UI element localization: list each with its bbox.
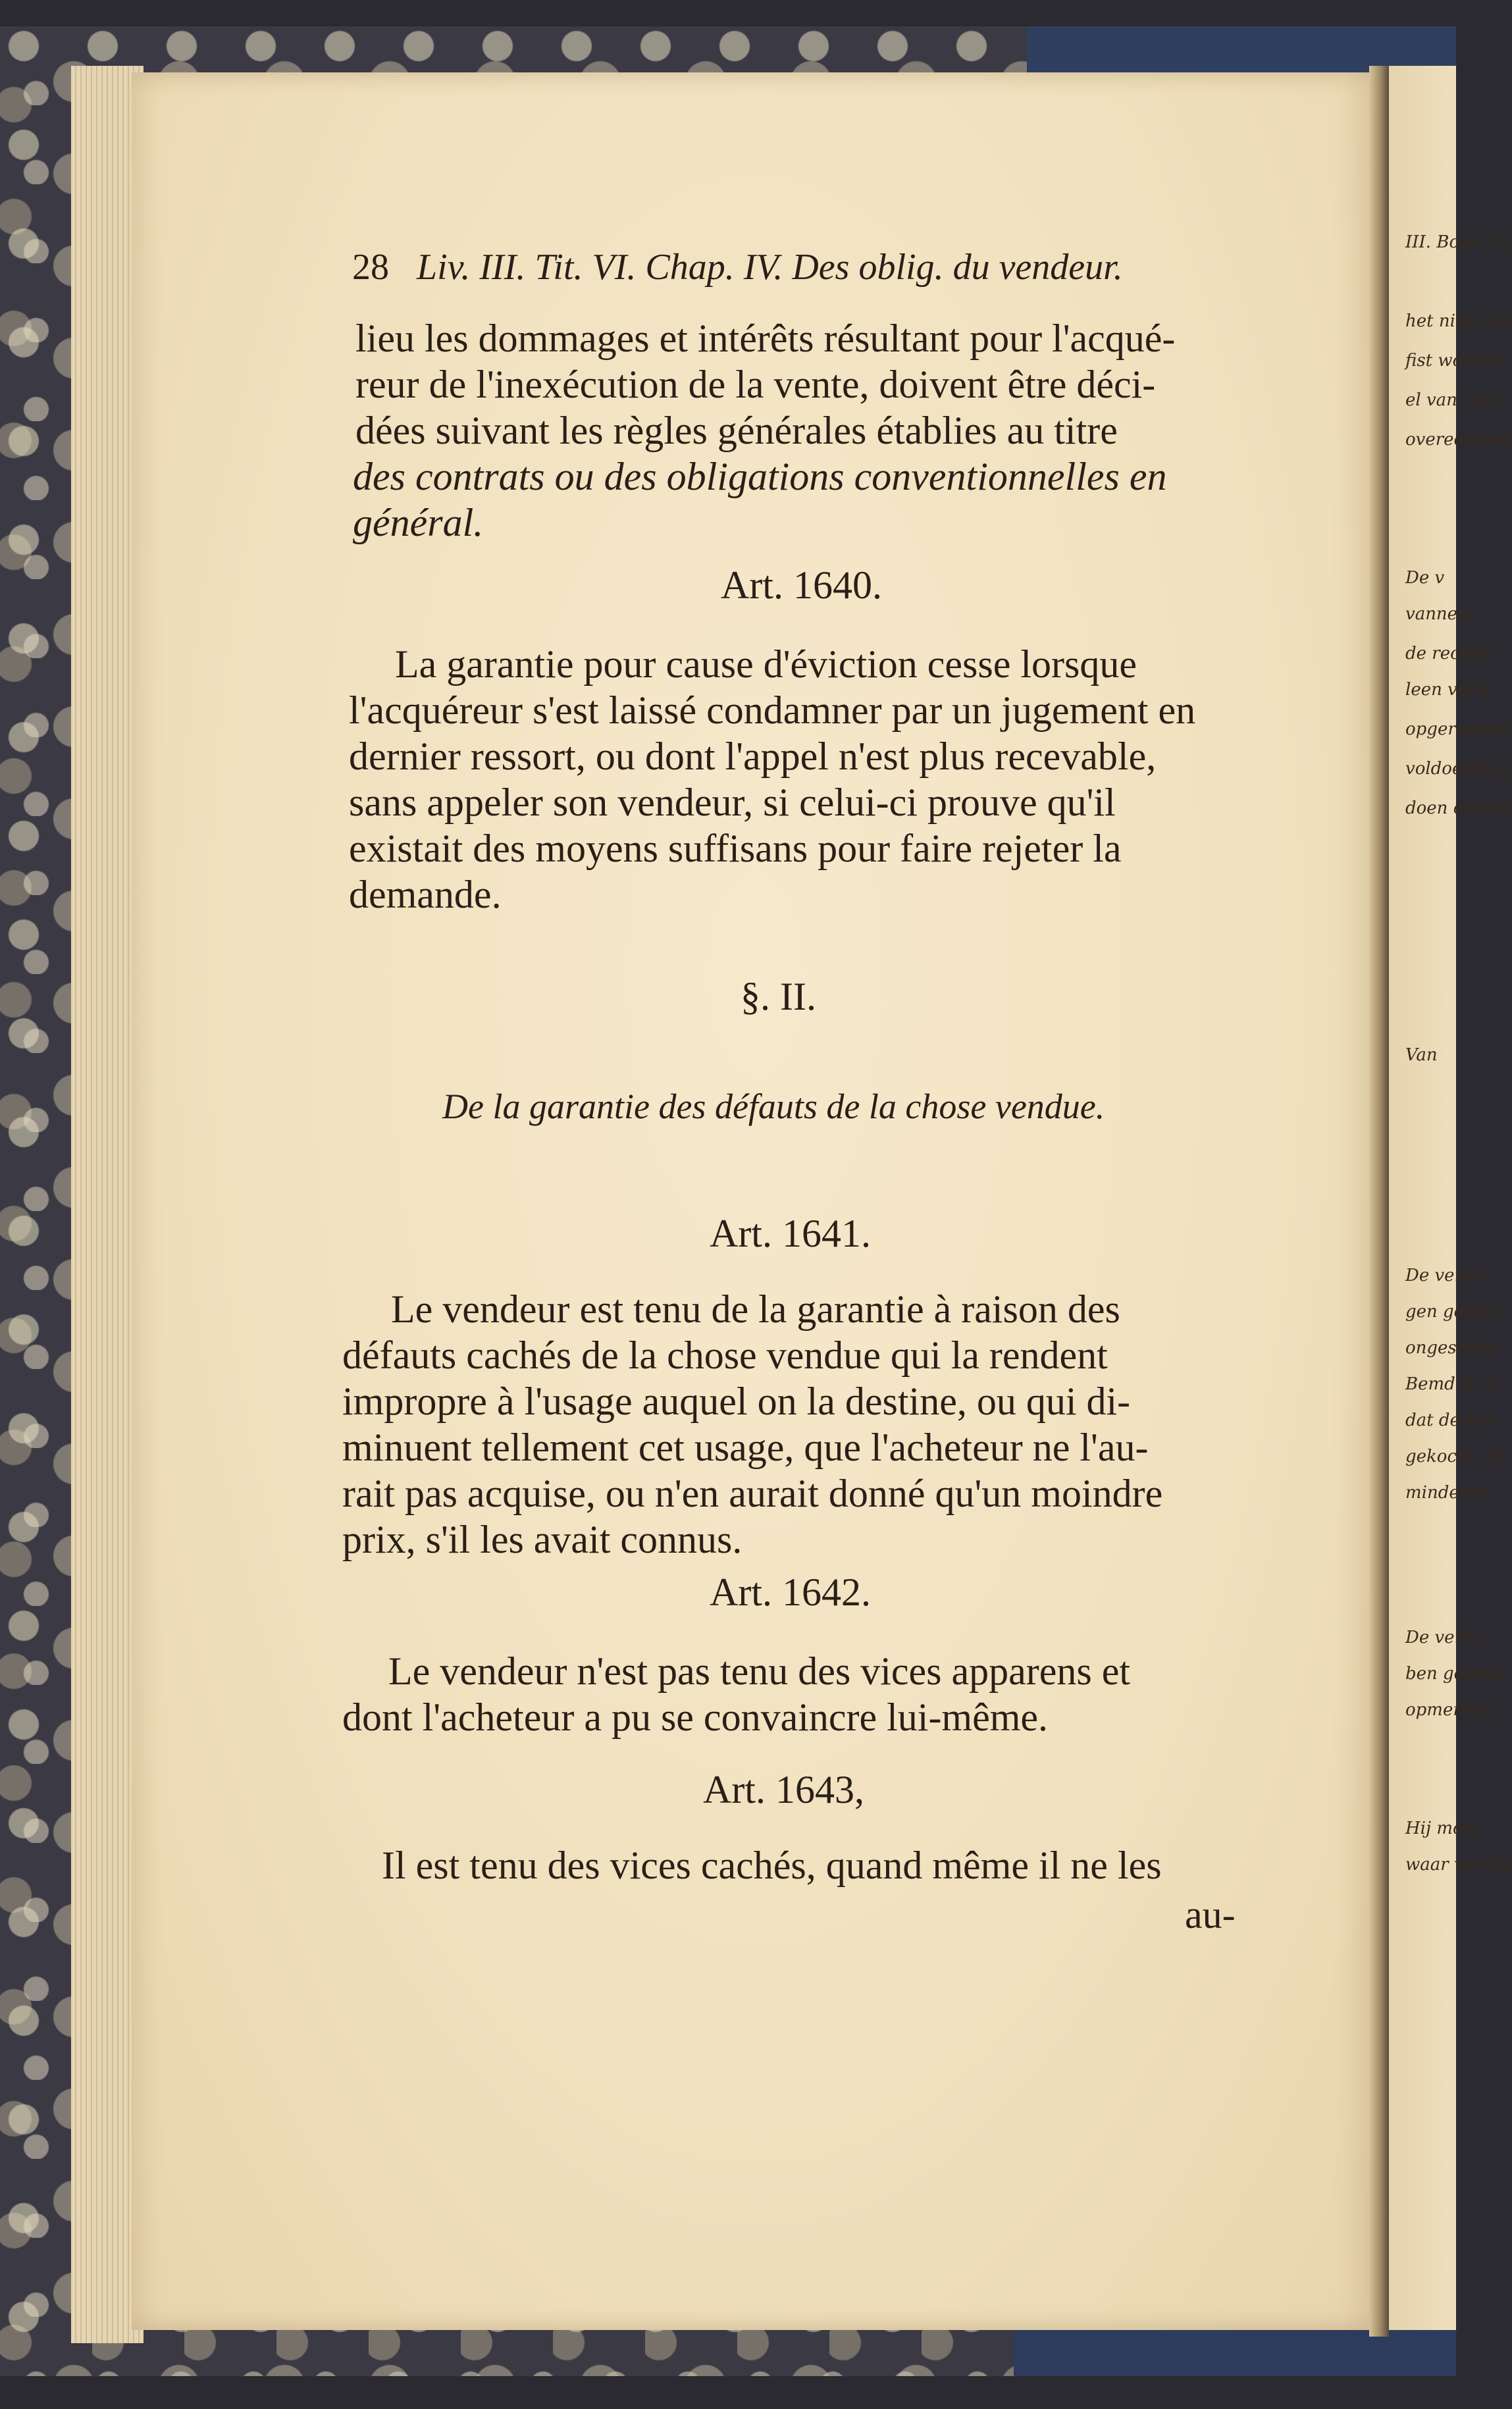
facing-line: de rechter xyxy=(1405,644,1496,663)
facing-line: dat de koo xyxy=(1405,1411,1497,1430)
text-line: La garantie pour cause d'éviction cesse lorsque xyxy=(395,642,1137,686)
page-gutter xyxy=(1369,66,1389,2337)
facing-line: III. Boek, VI xyxy=(1405,232,1510,252)
article-heading: Art. 1643, xyxy=(703,1768,864,1811)
facing-line: waar van hij xyxy=(1405,1855,1512,1875)
text-line: Il est tenu des vices cachés, quand même il ne les xyxy=(382,1844,1162,1887)
text-line: général. xyxy=(353,501,484,544)
facing-line: De verko xyxy=(1405,1628,1484,1647)
text-line: minuent tellement cet usage, que l'acheteur ne l'au- xyxy=(342,1426,1149,1469)
facing-line: Hij moet xyxy=(1405,1819,1480,1838)
running-head xyxy=(352,246,1123,288)
text-line: l'acquéreur s'est laissé condamner par un jugement en xyxy=(349,688,1196,732)
facing-line: het niet vols xyxy=(1405,311,1512,331)
cloth-spine-bottom xyxy=(1014,2330,1456,2376)
facing-line: voldoende g xyxy=(1405,759,1511,779)
facing-line: overeenkom xyxy=(1405,430,1512,450)
text-line: dées suivant les règles générales établies au titre xyxy=(355,409,1118,452)
text-line: existait des moyens suffisans pour faire rejeter la xyxy=(349,827,1122,870)
facing-line: opgeroepen xyxy=(1405,719,1509,739)
text-line: des contrats ou des obligations conventionnelles en xyxy=(353,455,1167,498)
facing-line: minderen xyxy=(1405,1483,1489,1503)
running-title: Liv. III. Tit. VI. Chap. IV. Des oblig. du vendeur. xyxy=(417,247,1123,288)
text-line: demande. xyxy=(349,873,502,916)
facing-line: De v xyxy=(1405,568,1445,588)
article-heading: Art. 1642. xyxy=(710,1570,871,1614)
text-line: impropre à l'usage auquel on la destine, ou qui di- xyxy=(342,1380,1131,1423)
text-line: reur de l'inexécution de la vente, doivent être déci- xyxy=(355,363,1156,406)
facing-line: ongeschikt xyxy=(1405,1338,1500,1358)
section-number: §. II. xyxy=(741,975,816,1018)
article-heading: Art. 1640. xyxy=(721,563,882,607)
section-title: De la garantie des défauts de la chose vendue. xyxy=(442,1087,1105,1126)
facing-line: gekocht, of xyxy=(1405,1447,1502,1466)
facing-line: opmerken. xyxy=(1405,1700,1498,1720)
facing-line: doen ontzeg xyxy=(1405,798,1512,818)
facing-line: Bemd is, o xyxy=(1405,1374,1496,1394)
text-line: défauts cachés de la chose vendue qui la rendent xyxy=(342,1334,1108,1377)
text-line: sans appeler son vendeur, si celui-ci prouve qu'il xyxy=(349,781,1116,824)
facing-line: De verko xyxy=(1405,1266,1484,1285)
text-line: Le vendeur n'est pas tenu des vices apparens et xyxy=(388,1649,1131,1693)
facing-line: leen verw xyxy=(1405,680,1490,700)
text-line: dernier ressort, ou dont l'appel n'est plus recevable, xyxy=(349,735,1157,778)
facing-line: el van cont xyxy=(1405,390,1501,410)
catchword: au- xyxy=(1185,1893,1236,1936)
facing-page-text xyxy=(1405,0,1512,2409)
facing-line: gen gebrel xyxy=(1405,1302,1499,1322)
page-number: 28 xyxy=(352,247,389,288)
text-line: prix, s'il les avait connus. xyxy=(342,1518,743,1561)
facing-line: ben gebrek xyxy=(1405,1664,1504,1684)
text-line: lieu les dommages et intérêts résultant pour l'acqué- xyxy=(355,317,1176,360)
facing-line: Van xyxy=(1405,1045,1438,1065)
facing-line: vanneer xyxy=(1405,604,1476,624)
text-line: rait pas acquise, ou n'en aurait donné qu'un moindre xyxy=(342,1472,1163,1515)
text-line: Le vendeur est tenu de la garantie à raison des xyxy=(391,1287,1120,1331)
article-heading: Art. 1641. xyxy=(710,1212,871,1255)
text-line: dont l'acheteur a pu se convaincre lui-même. xyxy=(342,1696,1049,1739)
facing-line: fist worden xyxy=(1405,351,1503,371)
